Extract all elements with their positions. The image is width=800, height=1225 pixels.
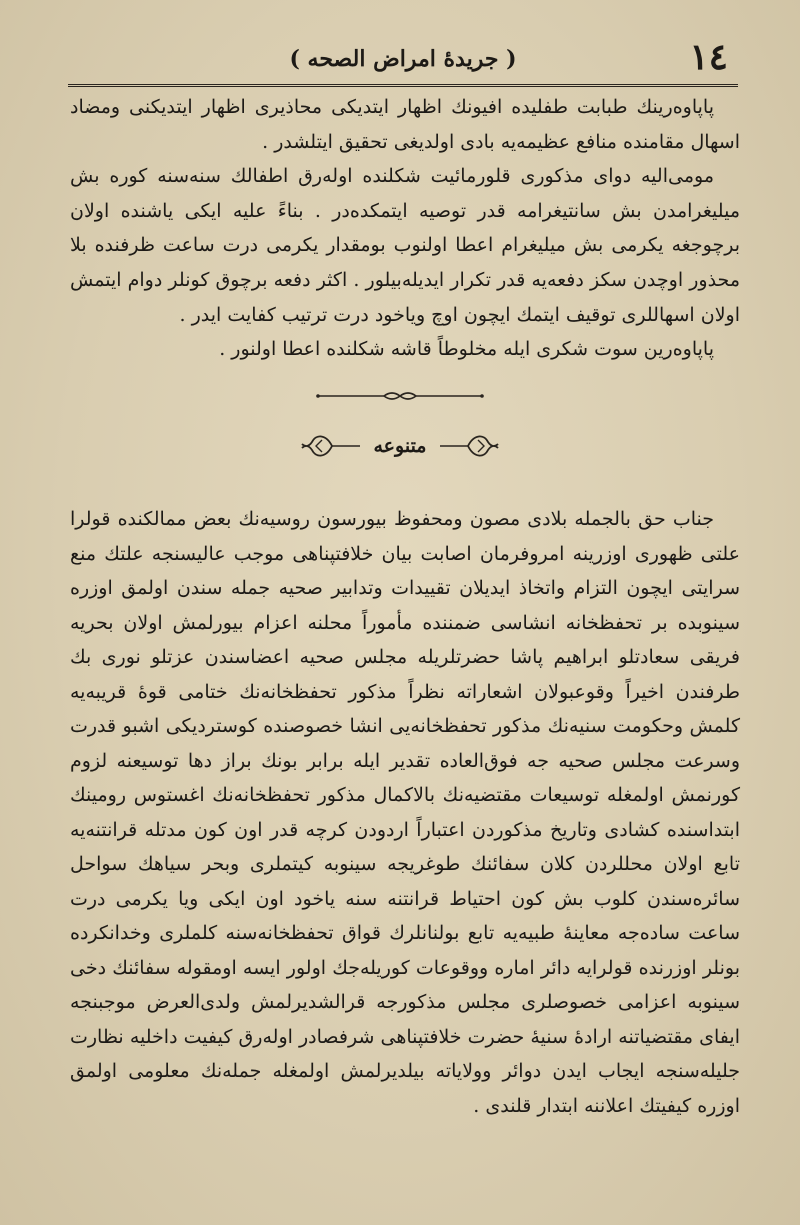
running-title: ( جريدهٔ امراض الصحه ) <box>289 46 517 72</box>
section-1-text <box>70 90 740 367</box>
ornamental-divider <box>0 388 800 404</box>
paragraph: جناب حق بالجمله بلادی مصون ومحفوظ بیورسون روسیه‌نك بعض ممالكنده قولرا علتی ظهوری اوزرینه امروفرمان اصابت بیان خلافتپناهی موجب عالیسنجه علتك منع سرایتی ایچون التزام واتخاذ ایدیلان تقییدات وتدابیر صحیه جمله سندن اولمق اوزره سینوبده بر تحفظخانه انشاسی ضمننده مأموراً محلنه اعزام بیورلمش اولان بحریه فریقی سعادتلو ابراهیم پاشا حضرتلریله مجلس صحیه اعضاسندن عزتلو نوری بك طرفندن اخیراً وقوعبولان اشعاراته نظراً مذكور تحفظخانه‌نك ختامی قوهٔ قریبه‌یه كلمش وحكومت سنیه‌نك مذكور تحفظخانه‌یی انشا خصوصنده كوستردیكی اشبو قدرت وسرعت مجلس صحیه جه فوق‌العاده تقدیر ایله برابر بونك براز دها توسیعنه لزوم كورنمش اولمغله توسیعات مقتضیه‌نك بالاكمال مذكور تحفظخانه‌نك اغستوس رومینك ابتداسنده كشادی وتاریخ مذكوردن اعتباراً اردودن كرچه قدر اون كون مدتله قرانتنه‌یه تابع اولان محللردن كلان سفائنك طوغریجه سینوبه كیتملری وبحر سیاهك سواحل سائره‌سندن كلوب بش كون احتیاط قرانتنه سنه یاخود اون ایكی ویا یكرمی درت ساعت ساده‌جه معاینهٔ طبیه‌یه تابع بولنانلرك قواق تحفظخانه‌سنه كلملری وخدانكرده بونلر اوزرنده قولرایه دائر اماره ووقوعات كوریله‌جك اولور ایسه اومقوله سفائنك دخی سینوبه اعزامی خصوصلری مجلس مذكورجه قرالشدیرلمش ولدی‌العرض موجبنجه ایفای مقتضیاتنه ارادهٔ سنیهٔ حضرت خلافتپناهی شرفصادر اوله‌رق كیفیت داخلیه نظارت جلیله‌سنجه ایجاب ایدن دوائر وولایاته بیلدیرلمش اولمغله جمله‌نك معلومی اولمق اوزره كیفیتك اعلاننه ابتدار قلندی . <box>70 508 740 1117</box>
paragraph: مومی‌الیه دوای مذكوری قلورمائیت شكلنده اوله‌رق اطفالك سنه‌سنه كوره بش میلیغرامدن بش سانتیغرامه قدر توصیه ایتمكده‌در . بناءً علیه ایكی یاشنده اولان برچوجغه یكرمی بش میلیغرام اعطا اولنوب بومقدار یكرمی درت ساعت ظرفنده بلا محذور اوچدن سكز دفعه‌یه قدر تكرار ایدیله‌بیلور . اكثر دفعه برچوق كونلر دوام ایتمش اولان اسهاللری توقیف ایتمك ایچون اوچ ویاخود درت ترتیب كفایت ایدر . <box>70 165 740 326</box>
section-2-text <box>70 502 740 1123</box>
page-header <box>68 36 738 82</box>
paragraph: پاپاوه‌رین سوت شكری ایله مخلوطاً قاشه شكلنده اعطا اولنور . <box>219 338 714 361</box>
paragraph: پاپاوه‌رینك طبابت طفلیده افیونك اظهار ایتدیكی محاذیری اظهار ایتدیكنی ومضاد اسهال مقامنده منافع عظیمه‌یه بادی اولدیغی تحقیق ایتلشدر . <box>70 96 740 153</box>
section-title: متنوعه <box>373 435 427 457</box>
page-number: ١٤ <box>689 36 728 78</box>
section-heading <box>0 432 800 468</box>
fleuron-icon <box>300 432 362 460</box>
header-rule <box>68 84 738 87</box>
fleuron-icon <box>438 432 500 460</box>
